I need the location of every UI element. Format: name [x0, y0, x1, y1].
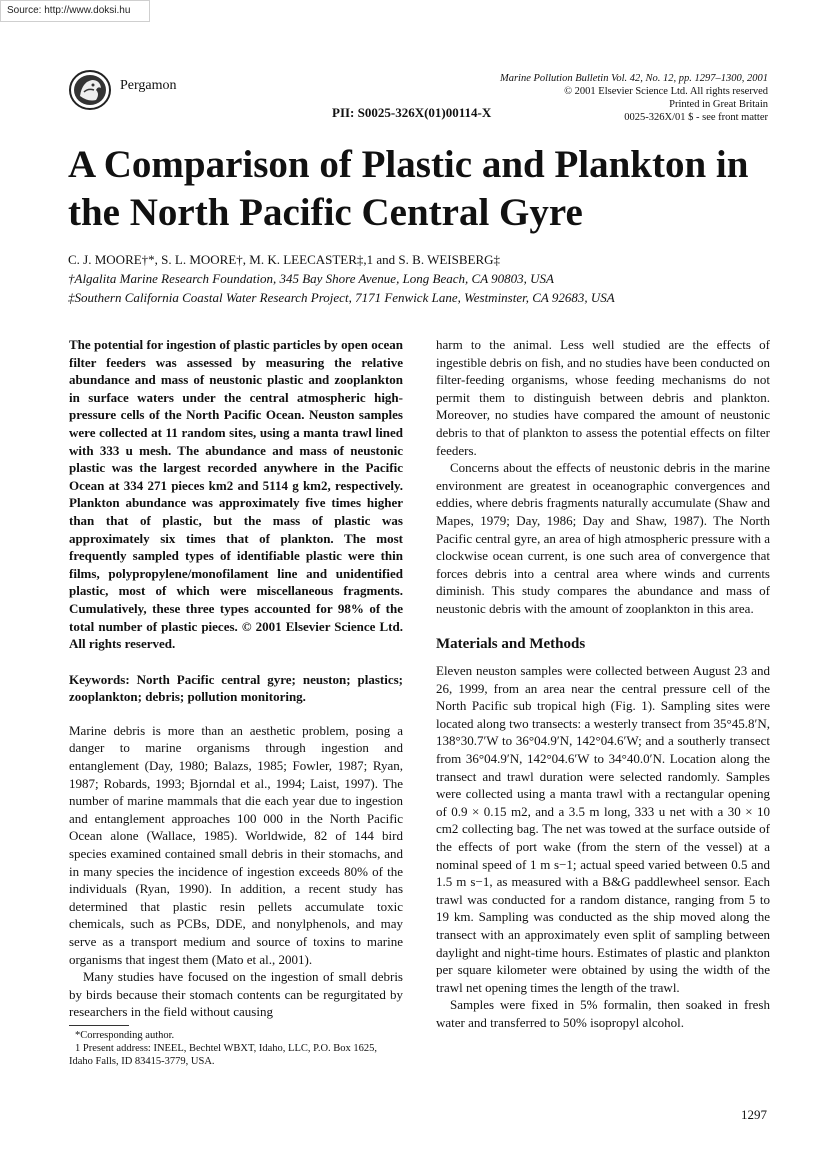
pergamon-logo-icon — [68, 70, 112, 110]
body-paragraph: Many studies have focused on the ingestion of small debris by birds because their stomach contents can be regurgitated by researchers in the field without causing — [69, 969, 403, 1020]
paper-title: A Comparison of Plastic and Plankton in the North Pacific Central Gyre — [68, 143, 749, 234]
footnote-corresponding: *Corresponding author. — [75, 1030, 175, 1041]
author-list: C. J. MOORE†*, S. L. MOORE†, M. K. LEECASTER‡,1 and S. B. WEISBERG‡ — [68, 252, 501, 267]
right-column — [436, 336, 770, 1032]
source-label: Source: http://www.doksi.hu — [0, 0, 150, 22]
footnote-rule — [69, 1025, 129, 1026]
publisher-name: Pergamon — [120, 78, 177, 93]
copyright-line: © 2001 Elsevier Science Ltd. All rights reserved — [564, 86, 768, 97]
issn-line: 0025-326X/01 $ - see front matter — [624, 112, 768, 123]
printed-line: Printed in Great Britain — [669, 99, 768, 110]
footnote-address: 1 Present address: INEEL, Bechtel WBXT, Idaho, LLC, P.O. Box 1625, Idaho Falls, ID 83415-3779, USA. — [69, 1043, 378, 1067]
left-column — [69, 336, 403, 1021]
page-number: 1297 — [741, 1107, 767, 1122]
affiliation-2: ‡Southern California Coastal Water Research Project, 7171 Fenwick Lane, Westminster, CA 92683, USA — [68, 290, 615, 305]
section-heading: Materials and Methods — [436, 635, 586, 652]
methods-paragraph: Eleven neuston samples were collected between August 23 and 26, 1999, from an area near the central pressure cell of the North Pacific sub tropical high (Fig. 1). Sampling sites were located along two transects: a westerly transect from 35°45.8′N, 138°30.7′W to 36°04.9′N, 142°04.6′W; and a southerly transect from 36°04.9′N, 142°04.6′W to 34°40.0′N. Location along the transect and trawl duration were selected randomly. Samples were collected using a manta trawl with a rectangular opening of 0.9 × 0.15 m2, and a 3.5 m long, 333 u net with a 30 × 10 cm2 collecting bag. The net was towed at the surface outside of the effects of port wake (from the stern of the vessel) at a nominal speed of 1 m s−1; actual speed varied between 0.5 and 1.5 m s−1, as measured with a B&G paddlewheel sensor. Each trawl was conducted for a random distance, ranging from 5 to 19 km. Sampling was conducted as the ship moved along the transect with an approximately even split of sampling between daylight and night-time hours. Estimates of plastic and plankton per square kilometer were obtained by using the width of the trawl net opening times the length of the trawl. — [436, 663, 770, 995]
journal-info — [500, 72, 768, 124]
pii-identifier: PII: S0025-326X(01)00114-X — [332, 105, 492, 120]
author-block — [68, 250, 768, 307]
journal-citation: Marine Pollution Bulletin Vol. 42, No. 12, pp. 1297–1300, 2001 — [499, 73, 768, 84]
keywords: Keywords: North Pacific central gyre; neuston; plastics; zooplankton; debris; pollution monitoring. — [69, 671, 403, 705]
abstract: The potential for ingestion of plastic particles by open ocean filter feeders was assessed by measuring the relative abundance and mass of neustonic plastic and zooplankton in surface waters under the central atmospheric high-pressure cells of the North Pacific Ocean. Neuston samples were collected at 11 random sites, using a manta trawl lined with 333 u mesh. The abundance and mass of neustonic plastic was the largest recorded anywhere in the Pacific Ocean at 334 271 pieces km2 and 5114 g km2, respectively. Plankton abundance was approximately five times higher than that of plastic, but the mass of plastic was approximately six times that of plankton. The most frequently sampled types of identifiable plastic were thin films, polypropylene/monofilament line and unidentified plastic, most of which were miscellaneous fragments. Cumulatively, these three types accounted for 98% of the total number of plastic pieces. © 2001 Elsevier Science Ltd. All rights reserved. — [69, 337, 403, 652]
body-paragraph: Marine debris is more than an aesthetic problem, posing a danger to marine organisms through ingestion and entanglement (Day, 1980; Balazs, 1985; Fowler, 1987; Ryan, 1987; Robards, 1993; Bjorndal et al., 1994; Laist, 1997). The number of marine mammals that die each year due to ingestion and entanglement approaches 100 000 in the North Pacific Ocean alone (Wallace, 1985). Worldwide, 82 of 144 bird species examined contained small debris in their stomachs, and in many species the incidence of ingestion exceeds 80% of the individuals (Ryan, 1990). In addition, a recent study has determined that plastic resin pellets accumulate toxic chemicals, such as PCBs, DDE, and nonylphenols, and may serve as a transport medium and source of toxins to marine organisms that ingest them (Mato et al., 2001). — [69, 722, 403, 967]
body-paragraph: Concerns about the effects of neustonic debris in the marine environment are greatest in oceanographic convergences and eddies, where debris fragments naturally accumulate (Shaw and Mapes, 1979; Day, 1986; Day and Shaw, 1987). The North Pacific central gyre, an area of high atmospheric pressure with a clockwise ocean current, is one such area of convergence that forces debris into a central area where winds and currents diminish. This study compares the abundance and mass of neustonic debris with the amount of zooplankton in this area. — [436, 460, 770, 616]
footnotes — [69, 1025, 403, 1068]
affiliation-1: †Algalita Marine Research Foundation, 345 Bay Shore Avenue, Long Beach, CA 90803, USA — [68, 271, 554, 286]
methods-paragraph: Samples were fixed in 5% formalin, then soaked in fresh water and transferred to 50% isopropyl alcohol. — [436, 997, 770, 1030]
body-paragraph: harm to the animal. Less well studied are the effects of ingestible debris on fish, and no studies have been conducted on filter-feeding organisms, whose feeding mechanisms do not permit them to distinguish between debris and plankton. Moreover, no studies have compared the amount of neustonic debris to that of plankton to assess the potential effects on filter feeders. — [436, 337, 770, 458]
